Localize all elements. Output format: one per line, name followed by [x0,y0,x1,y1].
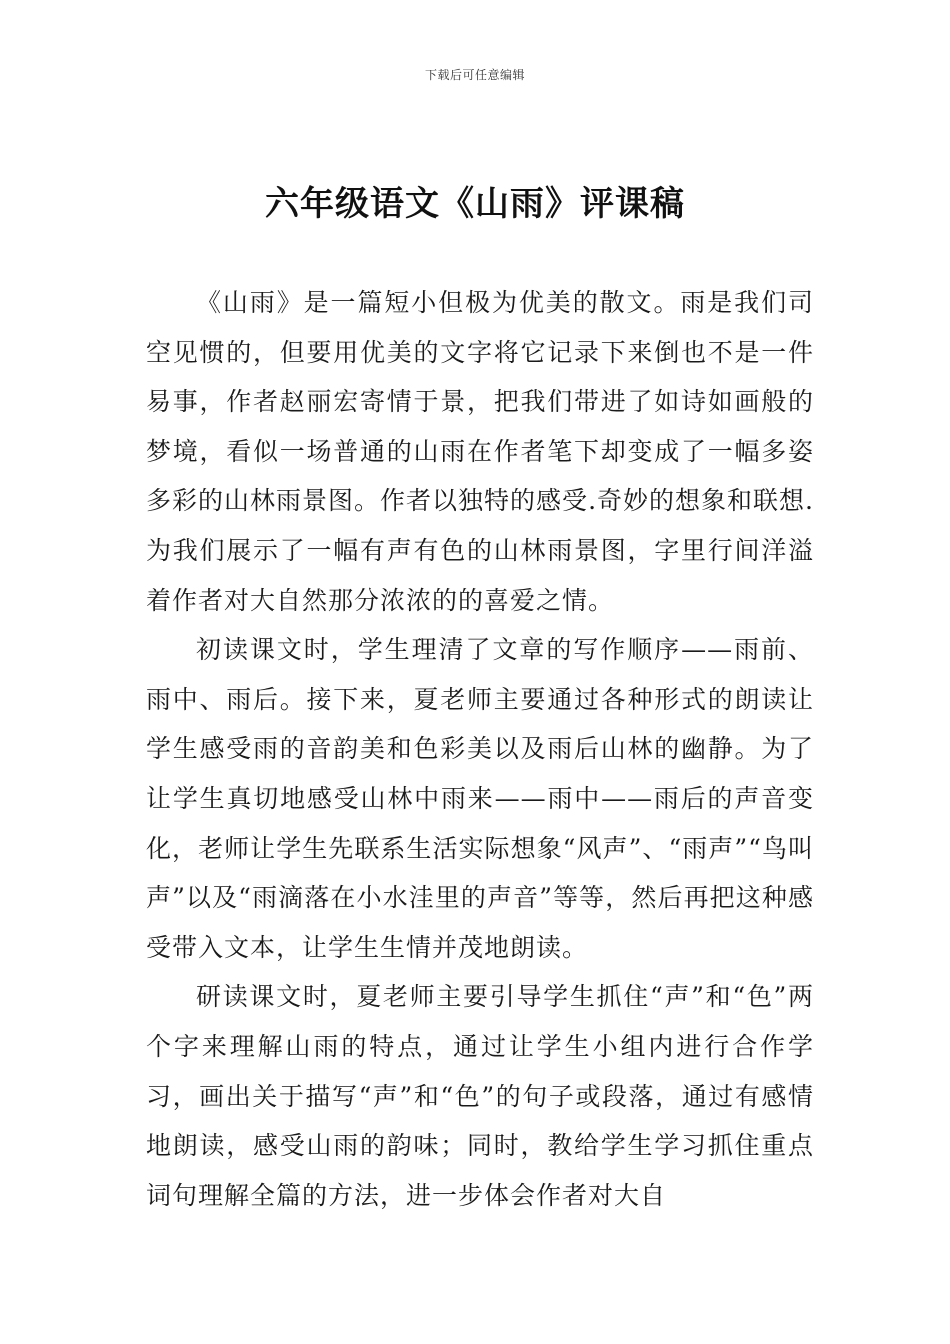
paragraph-1: 《山雨》是一篇短小但极为优美的散文。雨是我们司空见惯的，但要用优美的文字将它记录下来倒也不是一件易事，作者赵丽宏寄情于景，把我们带进了如诗如画般的梦境，看似一场普通的山雨在作者笔下却变成了一幅多姿多彩的山林雨景图。作者以独特的感受.奇妙的想象和联想.为我们展示了一幅有声有色的山林雨景图，字里行间洋溢着作者对大自然那分浓浓的的喜爱之情。 [146,288,814,615]
paragraph-3: 研读课文时，夏老师主要引导学生抓住“声”和“色”两个字来理解山雨的特点，通过让学生小组内进行合作学习，画出关于描写“声”和“色”的句子或段落，通过有感情地朗读，感受山雨的韵味；同时，教给学生学习抓住重点词句理解全篇的方法，进一步体会作者对大自 [146,982,814,1210]
document-body [146,278,814,1220]
paragraph-2: 初读课文时，学生理清了文章的写作顺序——雨前、雨中、雨后。接下来，夏老师主要通过各种形式的朗读让学生感受雨的音韵美和色彩美以及雨后山林的幽静。为了让学生真切地感受山林中雨来——雨中——雨后的声音变化，老师让学生先联系生活实际想象“风声”、“雨声”“鸟叫声”以及“雨滴落在小水洼里的声音”等等，然后再把这种感受带入文本，让学生生情并茂地朗读。 [146,635,814,962]
header-note: 下载后可任意编辑 [424,68,525,82]
document-title: 六年级语文《山雨》评课稿 [265,184,685,224]
